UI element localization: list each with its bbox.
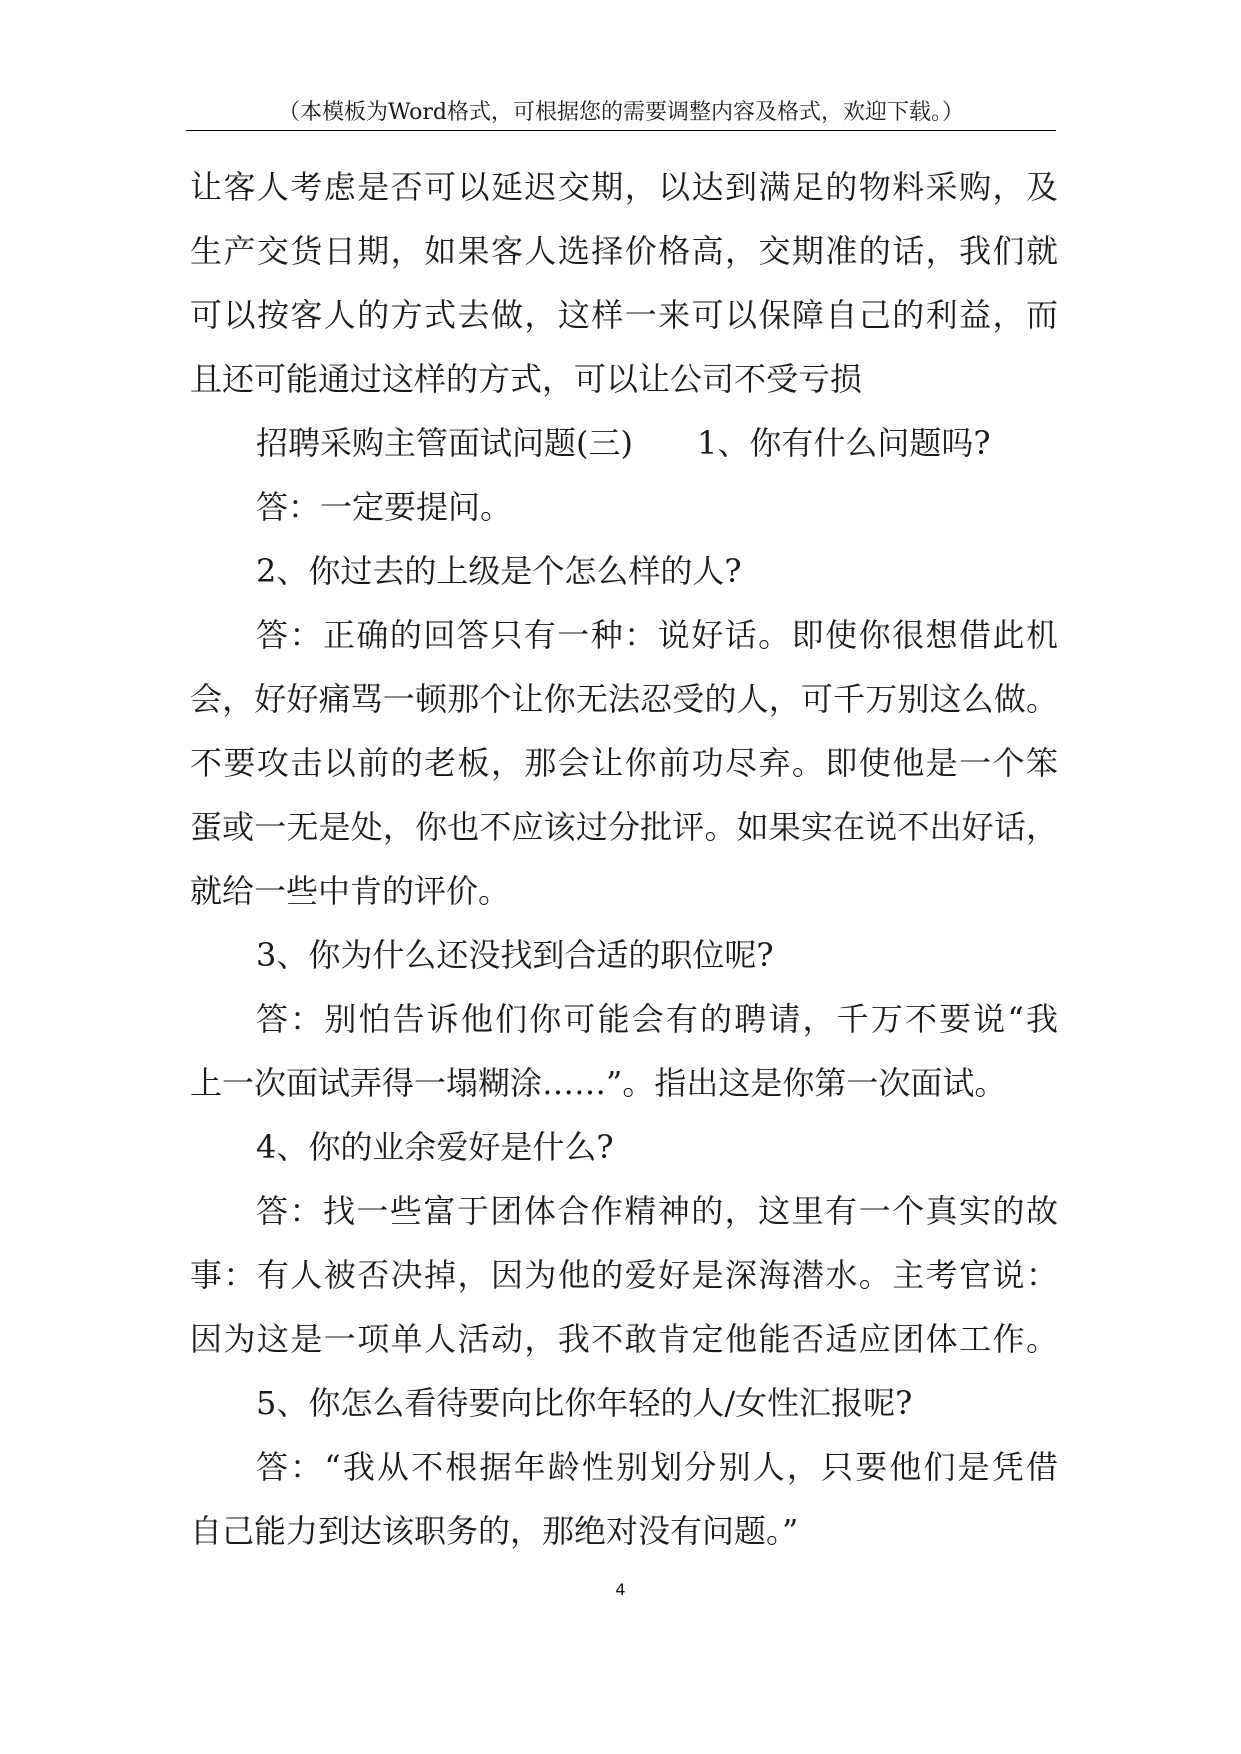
answer-4-line: 答：找一些富于团体合作精神的，这里有一个真实的故 xyxy=(256,1192,1058,1230)
header-divider xyxy=(186,130,1056,131)
question-4: 4、你的业余爱好是什么? xyxy=(256,1128,614,1166)
template-header-note: （本模板为Word格式，可根据您的需要调整内容及格式，欢迎下载。） xyxy=(278,100,964,125)
question-3: 3、你为什么还没找到合适的职位呢? xyxy=(256,936,774,974)
question-2: 2、你过去的上级是个怎么样的人? xyxy=(256,552,742,590)
answer-2-line: 会，好好痛骂一顿那个让你无法忍受的人，可千万别这么做。 xyxy=(190,680,1058,718)
answer-3-line: 上一次面试弄得一塌糊涂……”。指出这是你第一次面试。 xyxy=(190,1064,1007,1102)
page-number: 4 xyxy=(615,1580,626,1599)
section-title: 招聘采购主管面试问题(三) xyxy=(256,424,633,462)
paragraph-line: 可以按客人的方式去做，这样一来可以保障自己的利益，而 xyxy=(190,296,1058,334)
answer-2-line: 答：正确的回答只有一种：说好话。即使你很想借此机 xyxy=(256,616,1058,654)
answer-2-line: 不要攻击以前的老板，那会让你前功尽弃。即使他是一个笨 xyxy=(190,744,1058,782)
paragraph-line: 生产交货日期，如果客人选择价格高，交期准的话，我们就 xyxy=(190,232,1058,270)
section-heading-row xyxy=(190,411,1058,475)
answer-1: 答：一定要提问。 xyxy=(256,488,513,526)
question-5: 5、你怎么看待要向比你年轻的人/女性汇报呢? xyxy=(256,1384,913,1422)
answer-2-line: 蛋或一无是处，你也不应该过分批评。如果实在说不出好话， xyxy=(190,808,1058,846)
answer-5-line: 自己能力到达该职务的，那绝对没有问题。” xyxy=(190,1512,799,1550)
paragraph-line: 让客人考虑是否可以延迟交期，以达到满足的物料采购，及 xyxy=(190,168,1058,206)
answer-4-line: 因为这是一项单人活动，我不敢肯定他能否适应团体工作。 xyxy=(190,1320,1058,1358)
answer-3-line: 答：别怕告诉他们你可能会有的聘请，千万不要说“我 xyxy=(256,1000,1058,1038)
answer-2-line: 就给一些中肯的评价。 xyxy=(190,872,511,910)
answer-4-line: 事：有人被否决掉，因为他的爱好是深海潜水。主考官说： xyxy=(190,1256,1058,1294)
answer-5-line: 答：“我从不根据年龄性别划分别人，只要他们是凭借 xyxy=(256,1448,1058,1486)
paragraph-line: 且还可能通过这样的方式，可以让公司不受亏损 xyxy=(190,360,863,398)
question-1: 1、你有什么问题吗? xyxy=(696,424,991,462)
document-body xyxy=(190,155,1058,1563)
